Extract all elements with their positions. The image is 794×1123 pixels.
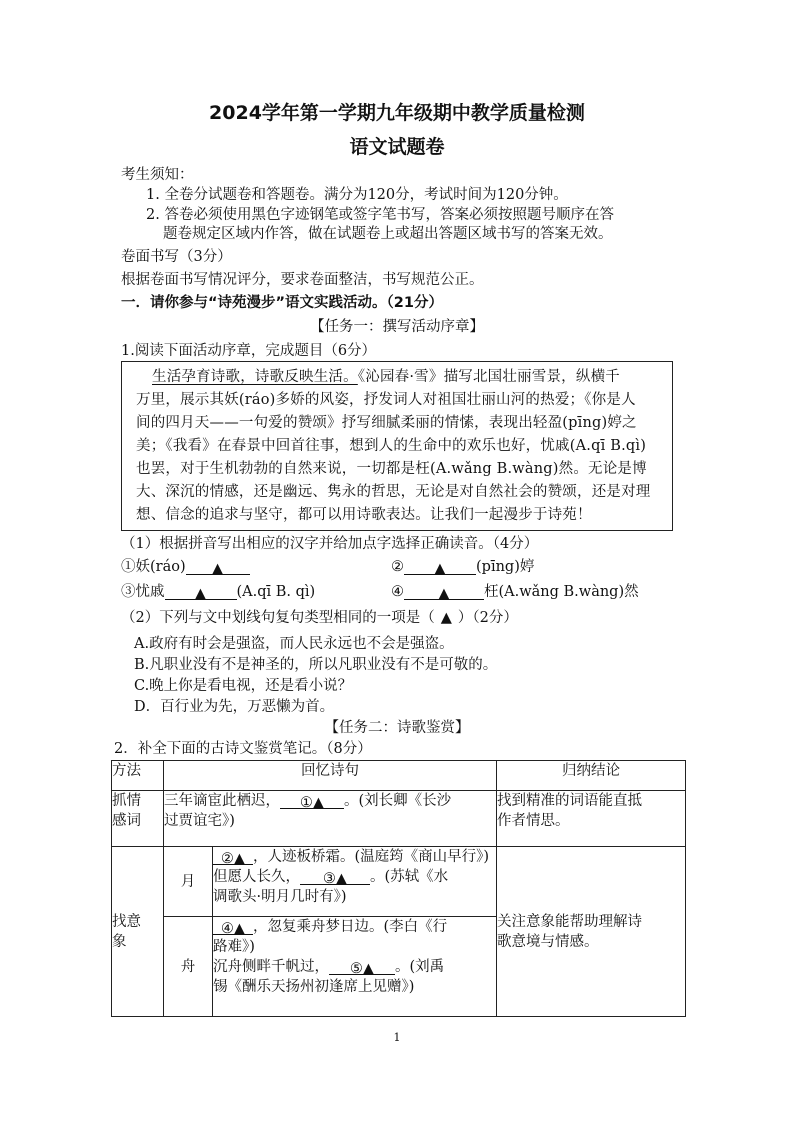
fill-item-3: ③忧戚 ▲ (A.qī B. qì) [121, 584, 316, 602]
poem-cell: 三年谪宦此栖迟， ①▲ 。(刘长卿《长沙 过贾谊宅》) [164, 791, 497, 847]
handwriting-heading: 卷面书写（3分） [121, 249, 232, 265]
table-row [112, 791, 686, 847]
header-method: 方法 [112, 761, 164, 791]
question-2: 2．补全下面的古诗文鉴赏笔记。（8分） [114, 741, 372, 757]
passage-box [121, 361, 673, 531]
question-1: 1.阅读下面活动序章，完成题目（6分） [121, 343, 377, 359]
answer-marker[interactable]: ▲ [440, 610, 452, 626]
notice-item-2a: 2. 答卷必须使用黑色字迹钢笔或签字笔书写，答案必须按照题号顺序在答 [146, 207, 614, 223]
option-d: D．百行业为先，万恶懒为首。 [134, 699, 335, 715]
passage-line-5: 也罢，对于生机勃勃的自然来说，一切都是枉(A.wǎng B.wàng)然。无论是博 [136, 461, 647, 477]
header-conclusion: 归纳结论 [497, 761, 686, 791]
answer-blank-table-2[interactable]: ②▲ [213, 849, 253, 865]
conclusion-cell: 关注意象能帮助理解诗 歌意境与情感。 [497, 847, 686, 1017]
task2-heading: 【任务二：诗歌鉴赏】 [324, 720, 470, 736]
task1-heading: 【任务一：撰写活动序章】 [310, 319, 484, 335]
table-row [112, 847, 686, 917]
answer-blank-table-4[interactable]: ④▲ [213, 919, 253, 935]
handwriting-desc: 根据卷面书写情况评分，要求卷面整洁，书写规范公正。 [121, 272, 484, 288]
conclusion-cell: 找到精准的词语能直抵 作者情思。 [497, 791, 686, 847]
fill-item-4: ④ ▲ 枉(A.wǎng B.wàng)然 [391, 584, 639, 602]
answer-blank-table-5[interactable]: ⑤▲ [329, 959, 395, 975]
table-header-row [112, 761, 686, 791]
poem-cell: ④▲ ，忽复乘舟梦日边。(李白《行 路难》) 沉舟侧畔千帆过， ⑤▲ 。(刘禹 锡《酬乐天扬州初逢席上见赠》) [213, 917, 497, 1017]
option-c: C.晚上你是看电视，还是看小说？ [134, 678, 353, 694]
appreciation-table [111, 760, 686, 1017]
notice-item-1: 1. 全卷分试题卷和答题卷。满分为120分，考试时间为120分钟。 [146, 187, 568, 203]
method-cell: 抓情 感词 [112, 791, 164, 847]
passage-line-7: 想、信念的追求与坚守，都可以用诗歌表达。让我们一起漫步于诗苑！ [136, 507, 592, 523]
sub-question-1: （1）根据拼音写出相应的汉字并给加点字选择正确读音。（4分） [121, 536, 539, 552]
answer-blank-3[interactable]: ▲ [165, 584, 237, 600]
page-number: 1 [393, 1031, 401, 1044]
passage-line-6: 大、深沉的情感，还是幽远、隽永的哲思，无论是对自然社会的赞颂，还是对理 [136, 484, 651, 500]
notice-item-2b: 题卷规定区域内作答，做在试题卷上或超出答题区域书写的答案无效。 [163, 226, 613, 242]
sub-question-2: （2）下列与文中划线句复句类型相同的一项是（ ▲ ）（2分） [121, 610, 518, 626]
answer-blank-table-3[interactable]: ③▲ [300, 869, 370, 885]
exam-title: 2024学年第一学期九年级期中教学质量检测 [209, 102, 585, 124]
passage-line-3: 间的四月天——一句爱的赞颂》抒写细腻柔丽的情愫，表现出轻盈(pīng)婷之 [136, 415, 637, 431]
underlined-sentence: 生活孕育诗歌，诗歌反映生活。 [152, 369, 358, 385]
passage-line-1: 生活孕育诗歌，诗歌反映生活。《沁园春·雪》描写北国壮丽雪景，纵横千 [152, 369, 620, 385]
notice-heading: 考生须知： [121, 167, 194, 183]
answer-blank-table-1[interactable]: ①▲ [280, 793, 344, 809]
answer-blank-1[interactable]: ▲ [186, 559, 250, 575]
image-moon: 月 [164, 847, 213, 917]
method-cell: 找意 象 [112, 847, 164, 1017]
image-boat: 舟 [164, 917, 213, 1017]
fill-item-1: ①妖(ráo) ▲ [121, 557, 250, 577]
exam-subtitle: 语文试题卷 [349, 136, 445, 158]
passage-line-4: 美；《我看》在春景中回首往事，想到人的生命中的欢乐也好，忧戚(A.qī B.qì) [136, 438, 647, 454]
option-a: A.政府有时会是强盗，而人民永远也不会是强盗。 [134, 636, 454, 652]
header-poem: 回忆诗句 [164, 761, 497, 791]
fill-item-2: ② ▲ (pīng)婷 [391, 559, 535, 577]
section1-title: 一．请你参与“诗苑漫步”语文实践活动。（21分） [121, 295, 443, 311]
passage-line-2: 万里，展示其妖(ráo)多娇的风姿，抒发词人对祖国壮丽山河的热爱；《你是人 [136, 392, 636, 408]
answer-blank-4[interactable]: ▲ [404, 584, 484, 600]
option-b: B.凡职业没有不是神圣的，所以凡职业没有不是可敬的。 [134, 657, 498, 673]
poem-cell: ②▲ ，人迹板桥霜。(温庭筠《商山早行》) 但愿人长久， ③▲ 。(苏轼《水 调歌头·明月几时有》) [213, 847, 497, 917]
answer-blank-2[interactable]: ▲ [404, 559, 476, 575]
